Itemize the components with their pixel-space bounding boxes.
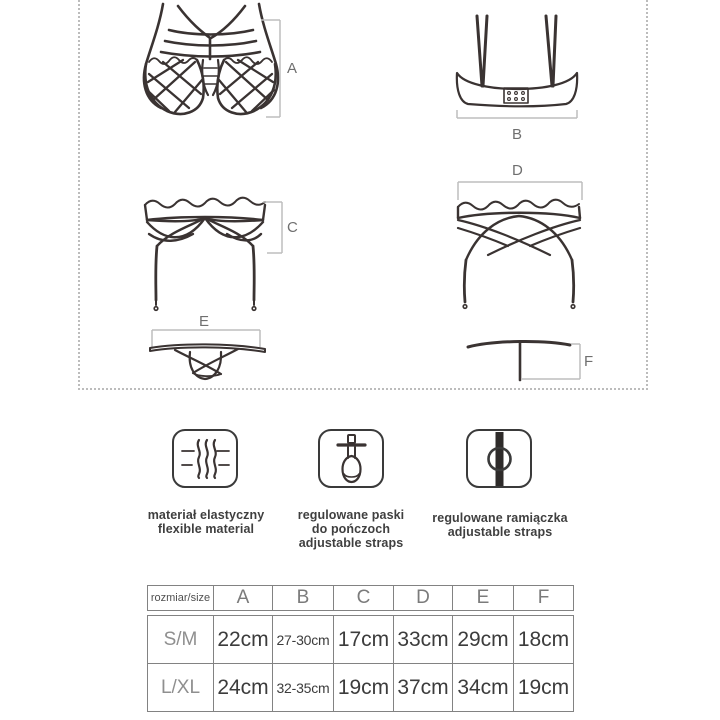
table-cell: 37cm bbox=[394, 664, 453, 712]
flexible-material-caption: materiał elastyczny flexible material bbox=[147, 508, 265, 536]
table-cell: 19cm bbox=[514, 664, 574, 712]
column-header-e: E bbox=[453, 586, 514, 611]
adjustable-straps-caption: regulowane ramiączka adjustable straps bbox=[432, 511, 568, 539]
column-header-b: B bbox=[273, 586, 334, 611]
garter-belt-front-drawing bbox=[135, 196, 287, 314]
table-cell: 18cm bbox=[514, 616, 574, 664]
table-cell: 33cm bbox=[394, 616, 453, 664]
garter-clip-icon bbox=[318, 429, 384, 488]
table-cell: 27-30cm bbox=[273, 616, 334, 664]
thong-back-drawing bbox=[460, 332, 595, 387]
garter-belt-back-drawing bbox=[450, 160, 595, 312]
size-table-body bbox=[147, 615, 574, 712]
column-header-c: C bbox=[334, 586, 394, 611]
column-header-f: F bbox=[514, 586, 574, 611]
column-header-a: A bbox=[214, 586, 273, 611]
dimension-label-c: C bbox=[287, 219, 299, 236]
row-label-sm: S/M bbox=[148, 616, 214, 664]
table-cell: 22cm bbox=[214, 616, 273, 664]
column-header-d: D bbox=[394, 586, 453, 611]
table-cell: 19cm bbox=[334, 664, 394, 712]
row-label-lxl: L/XL bbox=[148, 664, 214, 712]
dimension-label-b: B bbox=[512, 126, 523, 143]
dimension-label-e: E bbox=[199, 313, 210, 330]
garter-straps-caption: regulowane paski do pończoch adjustable straps bbox=[297, 508, 405, 550]
table-cell: 34cm bbox=[453, 664, 514, 712]
dimension-label-d: D bbox=[512, 162, 524, 179]
table-cell: 29cm bbox=[453, 616, 514, 664]
bra-front-drawing bbox=[133, 2, 288, 124]
size-table-header bbox=[147, 585, 574, 611]
table-cell: 17cm bbox=[334, 616, 394, 664]
table-cell: 32-35cm bbox=[273, 664, 334, 712]
bra-back-drawing bbox=[450, 14, 595, 134]
dimension-label-a: A bbox=[287, 60, 298, 77]
dimension-label-f: F bbox=[584, 353, 594, 370]
table-cell: 24cm bbox=[214, 664, 273, 712]
adjustable-strap-icon bbox=[466, 429, 532, 488]
flexible-material-icon bbox=[172, 429, 238, 488]
size-table-corner-label: rozmiar/size bbox=[148, 586, 214, 611]
